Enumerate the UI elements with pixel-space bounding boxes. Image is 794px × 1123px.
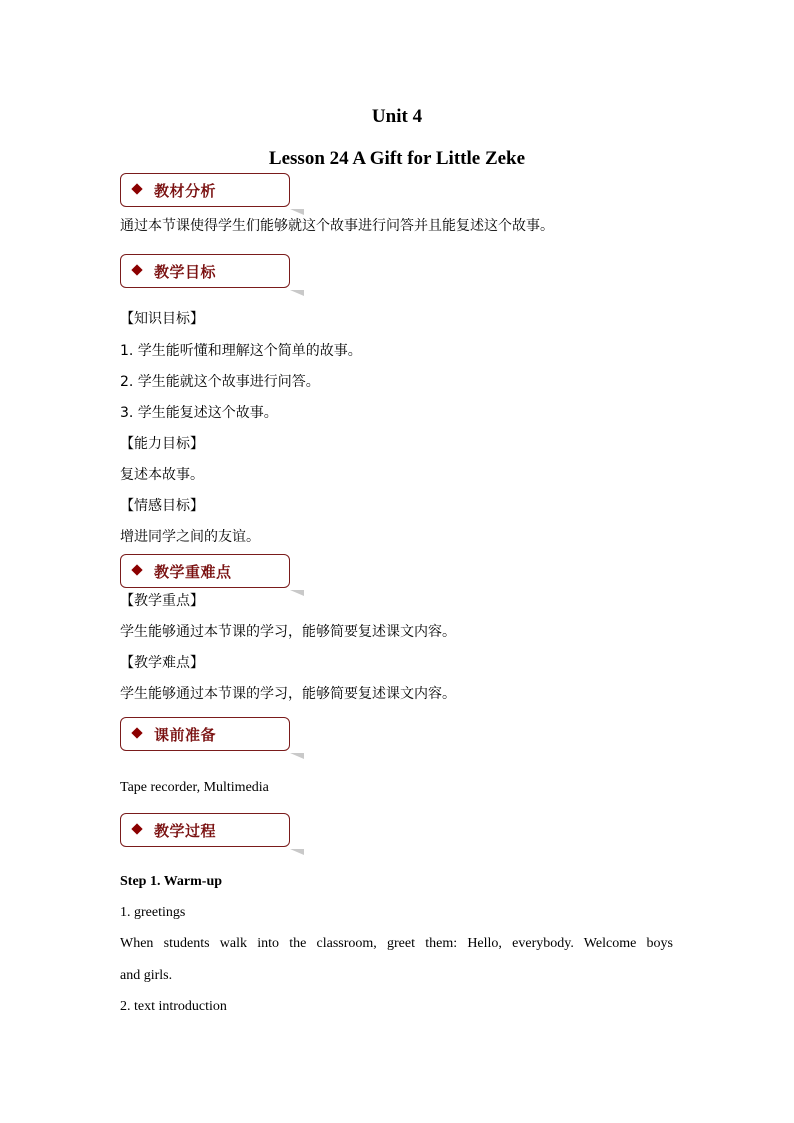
- heading-shadow: [290, 290, 304, 296]
- section-heading-analysis: [120, 173, 294, 209]
- section-heading-label: 教学重难点: [154, 563, 232, 581]
- heading-shadow: [290, 849, 304, 855]
- section-heading-label: 教学目标: [154, 263, 217, 281]
- knowledge-goal-item: 1. 学生能听懂和理解这个简单的故事。: [120, 343, 362, 359]
- step1-title: Step 1. Warm-up: [120, 874, 223, 889]
- unit-title: Unit 4: [371, 106, 423, 127]
- heading-shadow: [290, 753, 304, 759]
- knowledge-goal-item: 2. 学生能就这个故事进行问答。: [120, 374, 320, 390]
- section-heading-process: [120, 813, 294, 849]
- emotion-goal-text: 增进同学之间的友谊。: [120, 529, 260, 545]
- lesson-title: Lesson 24 A Gift for Little Zeke: [268, 148, 526, 169]
- analysis-text: 通过本节课使得学生们能够就这个故事进行问答并且能复述这个故事。: [120, 218, 554, 234]
- section-heading-goals: [120, 254, 294, 290]
- preparation-text: Tape recorder, Multimedia: [120, 780, 269, 795]
- section-heading-key-points: [120, 554, 294, 590]
- section-heading-label: 课前准备: [154, 726, 217, 744]
- knowledge-goal-label: 【知识目标】: [120, 311, 204, 327]
- focus-label: 【教学重点】: [120, 593, 204, 609]
- process-item: 1. greetings: [120, 905, 186, 920]
- ability-goal-text: 复述本故事。: [120, 467, 204, 483]
- difficulty-label: 【教学难点】: [120, 655, 204, 671]
- process-paragraph-line: and girls.: [120, 968, 173, 983]
- emotion-goal-label: 【情感目标】: [120, 498, 204, 514]
- focus-text: 学生能够通过本节课的学习，能够简要复述课文内容。: [120, 624, 456, 640]
- process-item: 2. text introduction: [120, 999, 227, 1014]
- heading-shadow: [290, 209, 304, 215]
- difficulty-text: 学生能够通过本节课的学习，能够简要复述课文内容。: [120, 686, 456, 702]
- section-heading-preparation: [120, 717, 294, 753]
- process-paragraph-line: When students walk into the classroom, greet them: Hello, everybody. Welcome boys: [120, 936, 673, 951]
- section-heading-label: 教材分析: [154, 182, 217, 200]
- heading-shadow: [290, 590, 304, 596]
- section-heading-label: 教学过程: [154, 822, 217, 840]
- ability-goal-label: 【能力目标】: [120, 436, 204, 452]
- knowledge-goal-item: 3. 学生能复述这个故事。: [120, 405, 278, 421]
